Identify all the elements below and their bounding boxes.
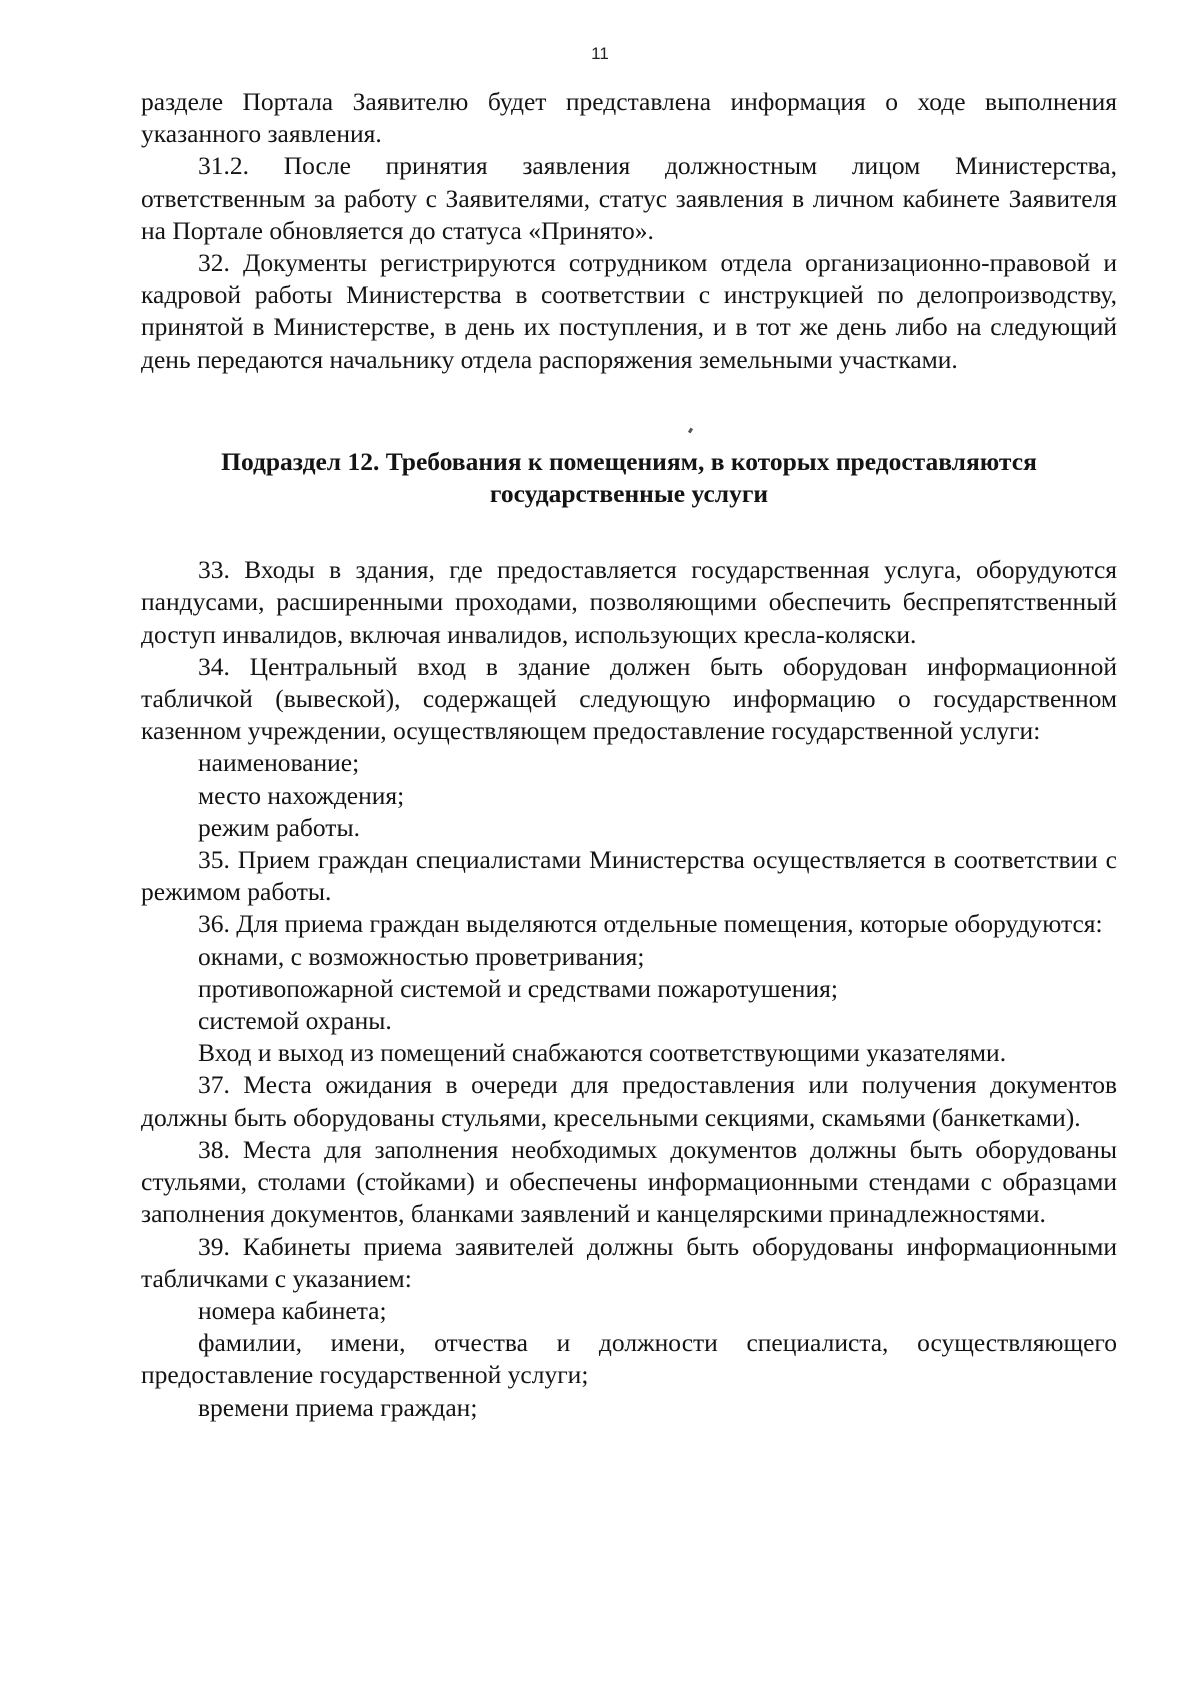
list-item: номера кабинета; [198,1295,387,1325]
section-heading-line1: Подраздел 12. Требования к помещениям, в которых предоставляются [221,446,1037,476]
paragraph-36-note: Вход и выход из помещений снабжаются соответствующими указателями. [198,1038,1007,1068]
spacer [141,510,1117,554]
paragraph-36: 36. Для приема граждан выделяются отдельные помещения, которые оборудуются: [198,909,1103,939]
paragraph-38: 38. Места для заполнения необходимых документов должны быть оборудованы стульями, столами (стойками) и обеспечены информационными стендами с образцами заполнения документов, бланками заявлений и канцелярскими принадлежностями. [141,1134,1117,1229]
document-body [141,86,1117,1424]
list-item: окнами, с возможностью проветривания; [198,941,645,971]
paragraph-32: 32. Документы регистрируются сотрудником отдела организационно-правовой и кадровой работы Министерства в соответствии с инструкцией по делопроизводству, принятой в Министерстве, в день их поступления, и в тот же день либо на следующий день передаются начальнику отдела распоряжения земельными участками. [141,248,1117,374]
section-heading-line2: государственные услуги [489,479,769,509]
list-item: место нахождения; [198,780,405,810]
paragraph-37: 37. Места ожидания в очереди для предоставления или получения документов должны быть оборудованы стульями, кресельными секциями, скамьями (банкетками). [141,1070,1117,1132]
list-item: режим работы. [198,812,360,842]
list-item: фамилии, имени, отчества и должности специалиста, осуществляющего предоставление государственной услуги; [141,1328,1117,1390]
list-item: времени приема граждан; [198,1392,478,1422]
section-heading [141,446,1117,510]
paragraph-31-2: 31.2. После принятия заявления должностным лицом Министерства, ответственным за работу с Заявителями, статус заявления в личном кабинете Заявителя на Портале обновляется до статуса «Принято». [141,151,1117,245]
list-item: системой охраны. [198,1006,392,1036]
list-item: противопожарной системой и средствами пожаротушения; [198,973,838,1003]
paragraph-34: 34. Центральный вход в здание должен быть оборудован информационной табличкой (вывеской), содержащей следующую информацию о государственном казенном учреждении, осуществляющем предоставление государственной услуги: [141,651,1117,746]
paragraph-33: 33. Входы в здания, где предоставляется государственная услуга, оборудуются пандусами, расширенными проходами, позволяющими обеспечить беспрепятственный доступ инвалидов, включая инвалидов, использующих кресла-коляски. [141,555,1117,649]
paragraph-39: 39. Кабинеты приема заявителей должны быть оборудованы информационными табличками с указанием: [141,1231,1117,1293]
paragraph-35: 35. Прием граждан специалистами Министерства осуществляется в соответствии с режимом работы. [141,845,1117,907]
paragraph-continuation: разделе Портала Заявителю будет представлена информация о ходе выполнения указанного заявления. [141,87,1117,149]
page-number: 11 [591,44,609,63]
list-item: наименование; [198,748,360,778]
spacer [141,376,1117,446]
